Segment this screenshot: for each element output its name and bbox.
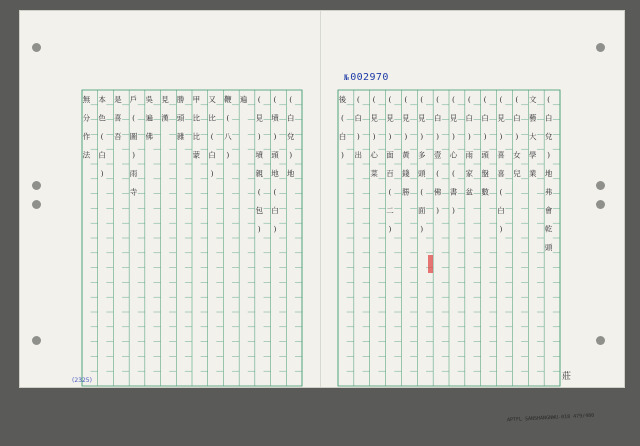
handwritten-char: 兒 [513, 169, 521, 178]
handwritten-char: 漢 [161, 113, 169, 123]
handwritten-char: 比 [192, 132, 201, 141]
handwritten-char: ) [273, 224, 277, 234]
handwritten-char: 喜 [497, 169, 505, 178]
handwritten-char: 見 [370, 113, 378, 123]
handwritten-char: 雨 [129, 169, 138, 178]
handwritten-char: ( [257, 187, 261, 197]
handwritten-char: 學 [528, 150, 537, 160]
handwritten-char: 白 [354, 113, 363, 123]
handwritten-char: ( [499, 187, 503, 197]
handwritten-char: 頭 [417, 169, 426, 178]
grid-page-left [82, 90, 302, 386]
handwritten-char: ( [356, 95, 360, 104]
handwritten-char: 白 [513, 113, 521, 123]
handwritten-char: ( [210, 132, 214, 141]
handwritten-char: 喜 [114, 113, 122, 123]
handwritten-char: 面 [386, 150, 394, 160]
handwritten-char: 弗 [544, 187, 553, 197]
handwritten-char: 二 [386, 206, 394, 215]
handwritten-char: ( [436, 95, 440, 104]
handwritten-char: ( [451, 95, 455, 104]
handwritten-char: 遍 [239, 95, 248, 104]
handwritten-char: 文 [528, 95, 537, 104]
handwritten-char: ( [273, 95, 277, 104]
handwritten-char: 比 [192, 113, 201, 123]
handwritten-char: 作 [82, 132, 91, 141]
handwritten-char: ( [372, 95, 376, 104]
handwritten-char: 比 [208, 113, 216, 123]
handwritten-char: 白 [208, 150, 216, 160]
handwritten-char: ( [257, 95, 261, 104]
handwritten-char: ) [388, 224, 392, 234]
handwritten-char: 頭 [271, 150, 279, 160]
handwritten-char: ( [515, 95, 519, 104]
handwritten-char: ) [499, 132, 503, 141]
handwritten-char: ) [499, 224, 503, 234]
handwritten-char: 兌 [286, 132, 295, 141]
handwritten-char: 甲 [192, 95, 201, 104]
handwritten-char: 盆 [465, 187, 474, 197]
handwritten-char: 寺 [129, 187, 138, 197]
handwritten-char: ) [356, 132, 360, 141]
handwritten-char: 見 [449, 113, 458, 123]
handwritten-char: 喜 [497, 150, 505, 160]
handwritten-char: ) [100, 169, 104, 178]
handwritten-char: ) [420, 132, 424, 141]
handwritten-char: ) [451, 132, 455, 141]
handwritten-char: ( [273, 187, 277, 197]
serial-prefix: № [344, 73, 350, 82]
handwritten-char: 見 [386, 113, 394, 123]
handwritten-char: 白 [465, 113, 474, 123]
serial-value: 002970 [350, 72, 389, 83]
handwritten-char: ( [226, 113, 230, 123]
handwritten-char: 勝 [402, 187, 410, 197]
handwritten-char: 地 [544, 169, 553, 178]
handwritten-char: 業 [528, 169, 537, 178]
handwritten-char: 雜 [176, 132, 185, 141]
handwritten-char: ( [388, 187, 392, 197]
handwritten-char: 白 [481, 113, 489, 123]
handwritten-char: 蒙 [192, 150, 201, 160]
author-signature: 莊 [562, 372, 572, 382]
handwritten-char: 圖 [129, 132, 138, 141]
handwritten-char: 法 [82, 150, 91, 160]
handwritten-char: ) [467, 132, 471, 141]
handwritten-char: 遍 [145, 113, 154, 123]
handwritten-char: 多 [417, 150, 426, 160]
handwritten-char: ) [210, 169, 214, 178]
handwritten-char: 是 [114, 95, 122, 104]
handwritten-char: ( [404, 95, 408, 104]
handwritten-char: ) [257, 132, 261, 141]
handwritten-char: 心 [370, 150, 378, 160]
handwritten-char: 家 [465, 169, 474, 178]
handwritten-char: 包 [255, 206, 264, 215]
handwritten-char: ( [451, 169, 455, 178]
handwritten-char: 藝 [528, 113, 537, 123]
handwritten-char: ( [420, 187, 424, 197]
handwritten-char: 黃 [402, 150, 410, 160]
handwritten-char: 白 [544, 113, 553, 123]
handwritten-char: 大 [528, 132, 537, 141]
handwritten-char: 佛 [145, 132, 154, 141]
handwritten-char: 地 [286, 169, 295, 178]
handwritten-char: 白 [286, 113, 295, 123]
handwritten-char: 百 [386, 169, 394, 178]
margin-note: (2325) [72, 377, 92, 384]
handwritten-char: 書 [449, 187, 458, 197]
handwritten-char: ) [289, 150, 293, 160]
handwritten-char: 雨 [465, 150, 474, 160]
handwritten-char: ) [547, 150, 551, 160]
handwritten-char: 佛 [433, 187, 442, 197]
handwritten-char: 見 [417, 113, 426, 123]
archive-code: APTFL SANSHANGNWU-018 479/480 [506, 412, 595, 424]
handwritten-char: ) [388, 132, 392, 141]
handwritten-char: 鞭 [224, 95, 232, 104]
handwritten-char: ( [100, 132, 104, 141]
handwritten-char: ) [436, 206, 440, 215]
red-seal-mark [428, 255, 433, 273]
handwritten-char: 見 [161, 95, 169, 104]
handwritten-char: 壹 [433, 150, 442, 160]
handwritten-char: ) [132, 150, 136, 160]
handwritten-char: 錢 [402, 169, 410, 178]
handwritten-char: 白 [497, 206, 505, 215]
handwritten-char: 數 [481, 187, 489, 197]
handwritten-char: 八 [224, 132, 232, 141]
handwritten-char: ( [340, 113, 344, 123]
handwritten-char: ( [420, 95, 424, 104]
handwritten-char: 出 [354, 150, 363, 160]
handwritten-char: 頭 [544, 243, 553, 252]
handwritten-char: 本 [98, 95, 106, 104]
handwritten-char: 無 [82, 95, 91, 104]
handwritten-char: ( [547, 95, 551, 104]
handwritten-char: 頭 [481, 150, 489, 160]
handwritten-char: 吾 [114, 132, 122, 141]
handwritten-char: 心 [449, 150, 458, 160]
handwritten-char: ( [436, 169, 440, 178]
handwritten-char: ( [289, 95, 293, 104]
handwritten-char: 後 [338, 95, 347, 104]
handwritten-char: ) [273, 132, 277, 141]
handwritten-char: 親 [255, 169, 264, 178]
handwritten-char: 白 [98, 150, 106, 160]
handwritten-char: ) [340, 150, 344, 160]
grid-page-right [338, 90, 560, 386]
handwritten-char: 色 [98, 113, 106, 123]
handwritten-char: ( [388, 95, 392, 104]
handwritten-char: ) [515, 132, 519, 141]
handwritten-char: ) [257, 224, 261, 234]
handwritten-char: ) [420, 224, 424, 234]
handwritten-char: 白 [338, 132, 347, 141]
handwritten-char: 分 [82, 113, 91, 123]
handwritten-char: 見 [402, 113, 410, 123]
handwritten-char: 白 [271, 206, 279, 215]
handwritten-char: 墳 [255, 150, 264, 160]
handwritten-char: ( [499, 95, 503, 104]
handwritten-char: 女 [513, 150, 521, 160]
handwritten-char: ( [467, 95, 471, 104]
handwritten-char: ) [451, 206, 455, 215]
handwritten-char: ( [132, 113, 136, 123]
handwritten-char: ) [404, 132, 408, 141]
handwritten-char: 勝 [176, 95, 185, 104]
handwritten-char: 見 [497, 113, 505, 123]
handwritten-char: 墳 [271, 113, 279, 123]
handwritten-char: 地 [271, 169, 279, 178]
handwritten-char: 又 [208, 95, 216, 104]
handwritten-char: ) [226, 150, 230, 160]
handwritten-char: ) [436, 132, 440, 141]
handwritten-char: ) [372, 132, 376, 141]
handwritten-char: 見 [255, 113, 264, 123]
handwritten-char: 乾 [544, 224, 553, 234]
handwritten-char: 會 [544, 206, 553, 215]
handwritten-char: 頭 [176, 113, 185, 123]
handwritten-char: 兌 [544, 132, 553, 141]
handwritten-char: 白 [433, 113, 442, 123]
handwritten-char: ( [483, 95, 487, 104]
handwritten-char: ) [483, 132, 487, 141]
handwritten-char: 面 [417, 206, 426, 215]
handwritten-char: 菜 [370, 169, 378, 178]
handwritten-char: 戶 [129, 95, 138, 104]
handwritten-char: 盤 [481, 169, 489, 178]
handwritten-char: 吳 [145, 95, 154, 104]
